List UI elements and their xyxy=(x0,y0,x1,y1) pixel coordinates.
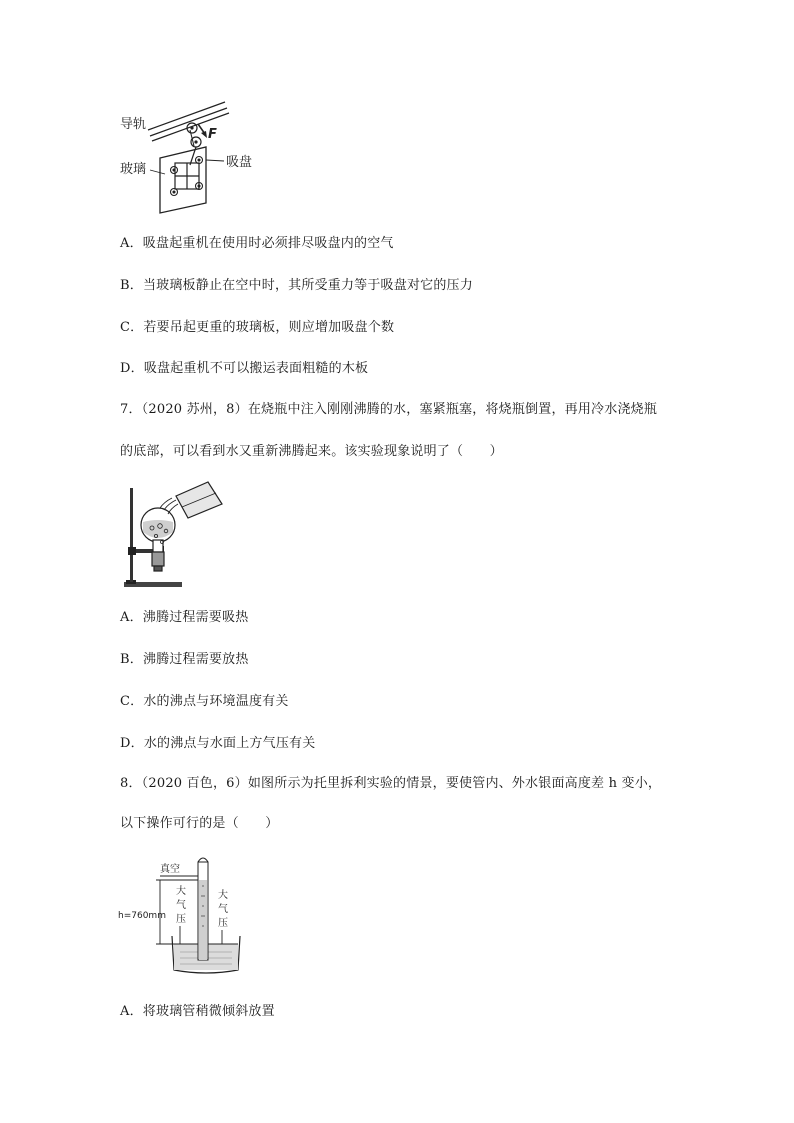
atm-pressure-left-3: 压 xyxy=(176,914,186,925)
stand-rod xyxy=(130,488,133,582)
q7-option-d: D．水的沸点与水面上方气压有关 xyxy=(120,736,316,751)
flask-water xyxy=(143,520,173,538)
suction-crane-figure xyxy=(110,100,280,220)
inverted-flask xyxy=(141,508,175,571)
q8-stem-line2: 以下操作可行的是（ ） xyxy=(120,816,279,831)
water-stream xyxy=(160,498,178,514)
q7-option-a: A．沸腾过程需要吸热 xyxy=(120,610,249,625)
vacuum-label: 真空 xyxy=(160,864,180,875)
atm-pressure-left-1: 大 xyxy=(176,886,186,897)
atm-pressure-left-2: 气 xyxy=(176,900,186,911)
glass-label: 玻璃 xyxy=(120,162,147,177)
suction-cup-label: 吸盘 xyxy=(226,155,253,170)
torricelli-figure xyxy=(116,852,252,982)
q8-option-a: A．将玻璃管稍微倾斜放置 xyxy=(120,1004,275,1019)
q7-option-c: C．水的沸点与环境温度有关 xyxy=(120,694,289,709)
pouring-beaker xyxy=(176,482,222,518)
q6-option-b: B．当玻璃板静止在空中时，其所受重力等于吸盘对它的压力 xyxy=(120,278,473,293)
q7-stem-line1: 7．（2020 苏州，8）在烧瓶中注入刚刚沸腾的水，塞紧瓶塞，将烧瓶倒置，再用冷水浇烧瓶 xyxy=(120,402,658,417)
q7-stem-line2: 的底部，可以看到水又重新沸腾起来。该实验现象说明了（ ） xyxy=(120,444,503,459)
force-label: F xyxy=(208,127,217,142)
q6-option-d: D．吸盘起重机不可以搬运表面粗糙的木板 xyxy=(120,361,369,376)
atm-pressure-right-2: 气 xyxy=(218,904,228,915)
rail-label: 导轨 xyxy=(120,117,147,132)
height-label: h=760mm xyxy=(118,911,166,921)
atm-pressure-right-3: 压 xyxy=(218,918,228,929)
q7-option-b: B．沸腾过程需要放热 xyxy=(120,652,249,667)
atm-pressure-right-1: 大 xyxy=(218,890,228,901)
q8-stem-line1: 8．（2020 百色，6）如图所示为托里拆利实验的情景，要使管内、外水银面高度差 h 变小， xyxy=(120,776,662,791)
q6-option-c: C．若要吊起更重的玻璃板，则应增加吸盘个数 xyxy=(120,320,395,335)
flask-experiment-figure xyxy=(118,474,228,594)
force-arrow xyxy=(198,124,207,138)
q6-option-a: A．吸盘起重机在使用时必须排尽吸盘内的空气 xyxy=(120,236,394,251)
glass-tube xyxy=(198,858,208,960)
